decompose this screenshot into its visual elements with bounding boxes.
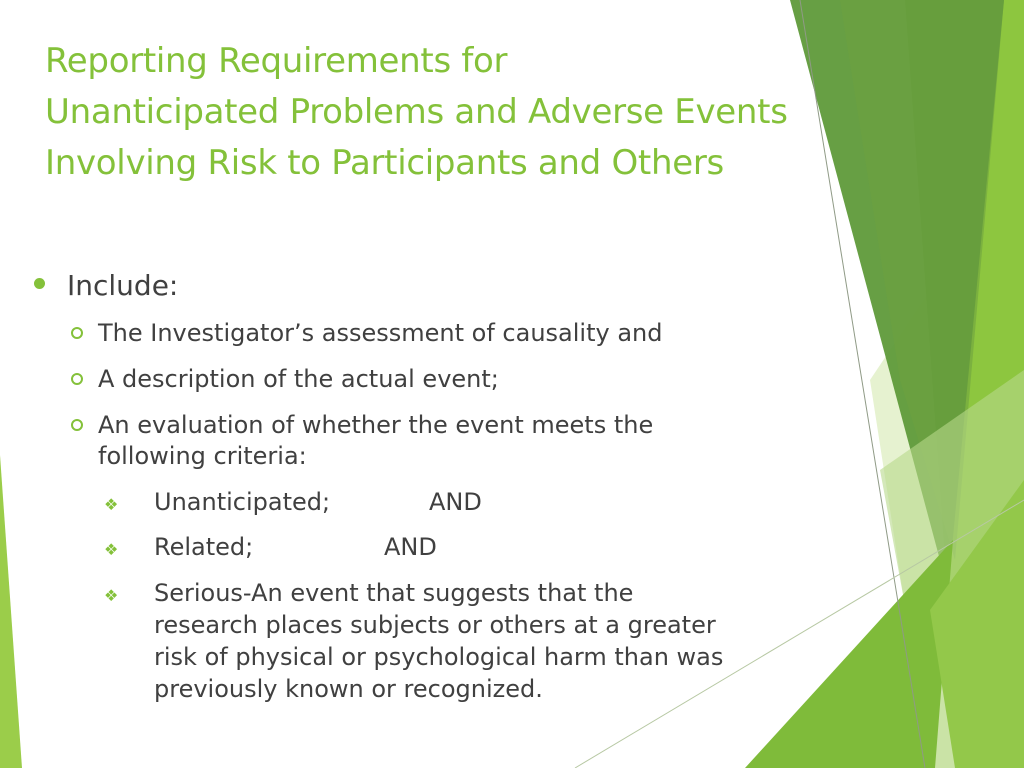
level2-bullet-icon bbox=[71, 327, 83, 339]
criterion-related: Related; bbox=[154, 533, 254, 561]
level1-bullet-icon bbox=[34, 278, 45, 289]
diamond-bullet-icon: ❖ bbox=[104, 495, 119, 514]
criterion-unanticipated-connector: AND bbox=[429, 488, 482, 516]
criterion-serious-line-4: previously known or recognized. bbox=[154, 675, 543, 703]
list-item-evaluation-line-1: An evaluation of whether the event meets the bbox=[98, 411, 654, 439]
list-item-evaluation-line-2: following criteria: bbox=[98, 442, 307, 470]
diamond-bullet-icon: ❖ bbox=[104, 540, 119, 559]
criterion-unanticipated: Unanticipated; bbox=[154, 488, 331, 516]
criterion-serious-line-3: risk of physical or psychological harm than was bbox=[154, 643, 724, 671]
level2-bullet-icon bbox=[71, 373, 83, 385]
list-item-description: A description of the actual event; bbox=[98, 365, 499, 393]
slide-title-line-2: Unanticipated Problems and Adverse Events bbox=[45, 92, 788, 132]
level2-bullet-icon bbox=[71, 419, 83, 431]
diamond-bullet-icon: ❖ bbox=[104, 586, 119, 605]
list-item-causality: The Investigator’s assessment of causality and bbox=[98, 319, 663, 347]
criterion-related-connector: AND bbox=[384, 533, 437, 561]
criterion-serious-line-2: research places subjects or others at a greater bbox=[154, 611, 716, 639]
slide-title-line-3: Involving Risk to Participants and Others bbox=[45, 143, 724, 183]
include-label: Include: bbox=[67, 269, 179, 302]
slide-title-line-1: Reporting Requirements for bbox=[45, 41, 508, 81]
criterion-serious-line-1: Serious-An event that suggests that the bbox=[154, 579, 634, 607]
